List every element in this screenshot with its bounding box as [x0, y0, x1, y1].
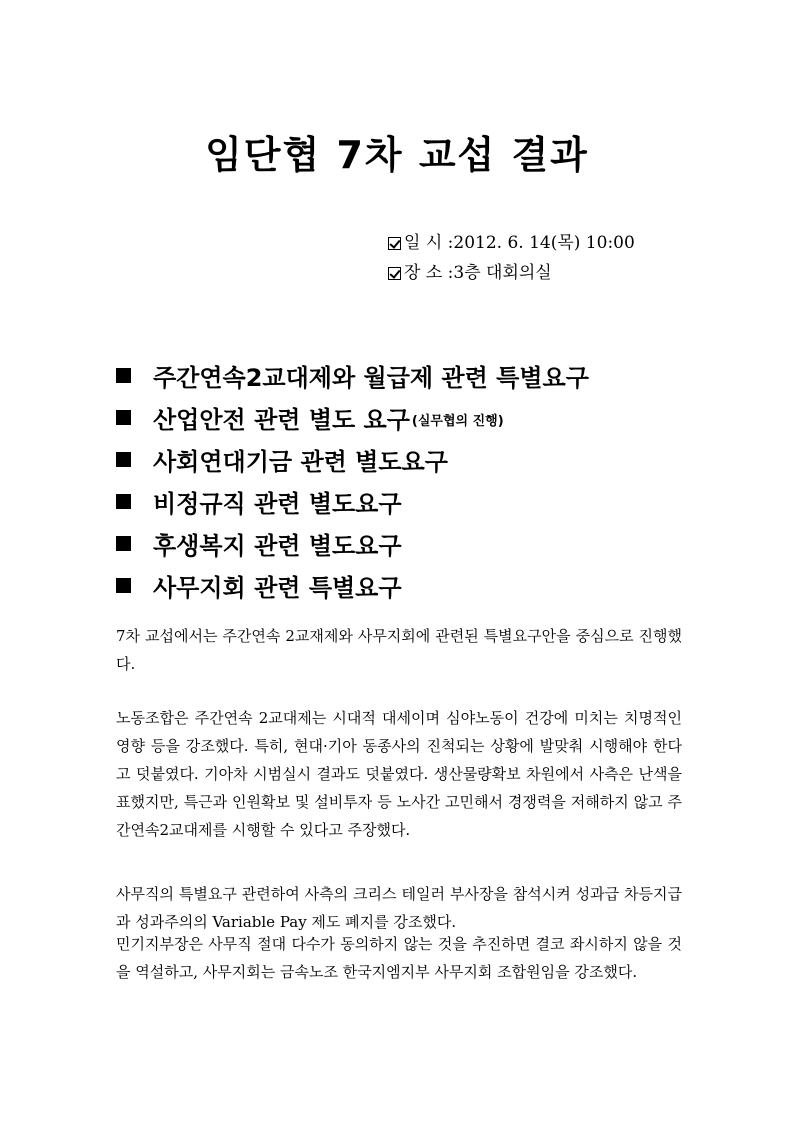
checkbox-icon	[388, 267, 401, 280]
meeting-date-value: 2012. 6. 14(목) 10:00	[453, 233, 635, 253]
agenda-item	[116, 480, 589, 522]
meeting-info	[388, 228, 635, 288]
agenda-item-note: (실무협의 진행)	[411, 413, 504, 429]
agenda-item	[116, 396, 589, 438]
agenda-item-text: 주간연속2교대제와 월급제 관련 특별요구	[153, 363, 589, 392]
agenda-item	[116, 354, 589, 396]
agenda-item	[116, 564, 589, 606]
meeting-date-label: 일 시 :	[404, 233, 454, 253]
meeting-place-value: 3층 대회의실	[453, 263, 552, 283]
square-bullet-icon	[116, 536, 131, 551]
square-bullet-icon	[116, 452, 131, 467]
page-title: 임단협 7차 교섭 결과	[205, 133, 589, 177]
square-bullet-icon	[116, 368, 131, 383]
body-paragraph: 노동조합은 주간연속 2교대제는 시대적 대세이며 심야노동이 건강에 미치는 치명적인 영향 등을 강조했다. 특히, 현대·기아 동종사의 진척되는 상황에 발맞춰 시행해야 한다고 덧붙였다. 기아차 시범실시 결과도 덧붙였다. 생산물량확보 차원에서 사측은 난색을 표했지만, 특근과 인원확보 및 설비투자 등 노사간 고민해서 경쟁력을 저해하지 않고 주간연속2교대제를 시행할 수 있다고 주장했다.	[116, 709, 682, 839]
meeting-place-label: 장 소 :	[404, 263, 454, 283]
square-bullet-icon	[116, 578, 131, 593]
agenda-item-text: 사무지회 관련 특별요구	[153, 573, 402, 602]
agenda-item-text: 사회연대기금 관련 별도요구	[153, 447, 448, 476]
body-paragraph: 사무직의 특별요구 관련하여 사측의 크리스 테일러 부사장을 참석시켜 성과급 차등지급과 성과주의의 Variable Pay 제도 폐지를 강조했다.	[116, 885, 682, 931]
agenda-item-text: 산업안전 관련 별도 요구	[153, 405, 410, 434]
agenda-item-text: 비정규직 관련 별도요구	[153, 489, 402, 518]
agenda-item	[116, 522, 589, 564]
square-bullet-icon	[116, 410, 131, 425]
meeting-date-row	[388, 228, 635, 258]
square-bullet-icon	[116, 494, 131, 509]
body-paragraph: 7차 교섭에서는 주간연속 2교재제와 사무지회에 관련된 특별요구안을 중심으로 진행했다.	[116, 627, 682, 673]
agenda-item-text: 후생복지 관련 별도요구	[153, 531, 402, 560]
meeting-place-row	[388, 258, 635, 288]
agenda-item	[116, 438, 589, 480]
body-paragraph: 민기지부장은 사무직 절대 다수가 동의하지 않는 것을 추진하면 결코 좌시하지 않을 것을 역설하고, 사무지회는 금속노조 한국지엠지부 사무지회 조합원임을 강조했다.	[116, 935, 682, 981]
checkbox-icon	[388, 237, 401, 250]
agenda-list	[116, 354, 589, 606]
